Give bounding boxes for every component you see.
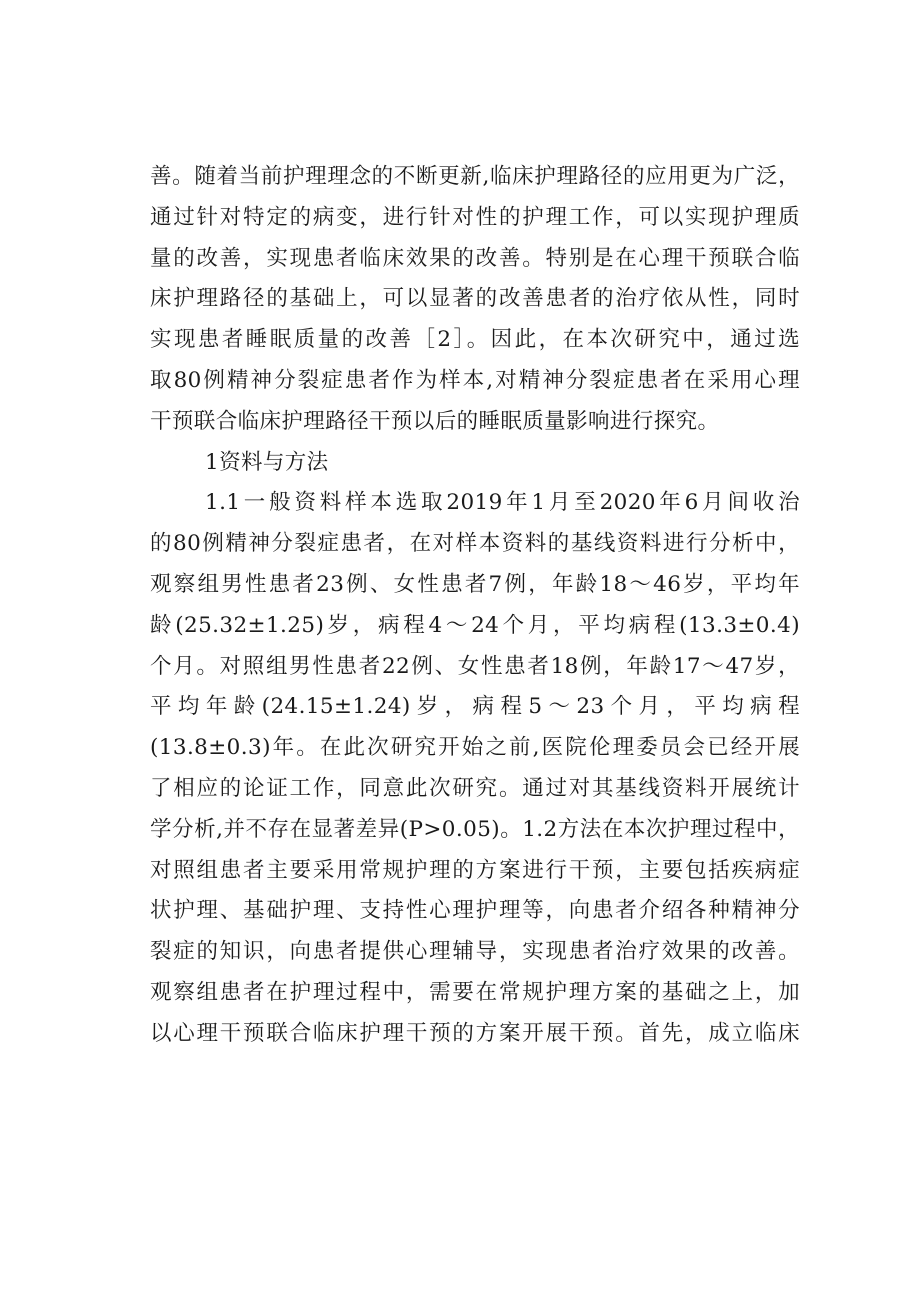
text-line: 学分析,并不存在显著差异(P>0.05)。1.2方法在本次护理过程中， xyxy=(150,816,800,842)
text-line: 龄(25.32±1.25)岁，病程4～24个月，平均病程(13.3±0.4) xyxy=(150,612,800,638)
text-line: 取80例精神分裂症患者作为样本,对精神分裂症患者在采用心理 xyxy=(150,367,800,393)
text-line: 平均年龄(24.15±1.24)岁，病程5～23个月，平均病程 xyxy=(150,694,800,720)
text-line: 干预联合临床护理路径干预以后的睡眠质量影响进行探究。 xyxy=(150,408,720,434)
text-line: 观察组男性患者23例、女性患者7例，年龄18～46岁，平均年 xyxy=(150,571,800,597)
text-line: 的80例精神分裂症患者，在对样本资料的基线资料进行分析中， xyxy=(150,531,800,557)
text-line: 1.1一般资料样本选取2019年1月至2020年6月间收治 xyxy=(205,490,800,516)
text-line: 以心理干预联合临床护理干预的方案开展干预。首先，成立临床 xyxy=(150,1020,800,1046)
text-line: 观察组患者在护理过程中，需要在常规护理方案的基础之上，加 xyxy=(150,979,800,1005)
text-line: 实现患者睡眠质量的改善［2］。因此，在本次研究中，通过选 xyxy=(150,327,800,353)
text-line: 对照组患者主要采用常规护理的方案进行干预，主要包括疾病症 xyxy=(150,857,800,883)
text-line: 了相应的论证工作，同意此次研究。通过对其基线资料开展统计 xyxy=(150,775,800,801)
text-line: 善。随着当前护理理念的不断更新,临床护理路径的应用更为广泛， xyxy=(150,164,800,189)
text-line: 个月。对照组男性患者22例、女性患者18例，年龄17～47岁， xyxy=(150,653,800,679)
body-text xyxy=(150,157,800,1055)
text-line: 状护理、基础护理、支持性心理护理等，向患者介绍各种精神分 xyxy=(150,898,800,924)
text-line: (13.8±0.3)年。在此次研究开始之前,医院伦理委员会已经开展 xyxy=(150,735,800,761)
text-line: 量的改善，实现患者临床效果的改善。特别是在心理干预联合临 xyxy=(150,245,800,271)
text-line: 床护理路径的基础上，可以显著的改善患者的治疗依从性，同时 xyxy=(150,286,800,312)
section-heading: 1资料与方法 xyxy=(205,449,329,475)
text-line: 通过针对特定的病变，进行针对性的护理工作，可以实现护理质 xyxy=(150,204,800,230)
text-line: 裂症的知识，向患者提供心理辅导，实现患者治疗效果的改善。 xyxy=(150,939,800,965)
